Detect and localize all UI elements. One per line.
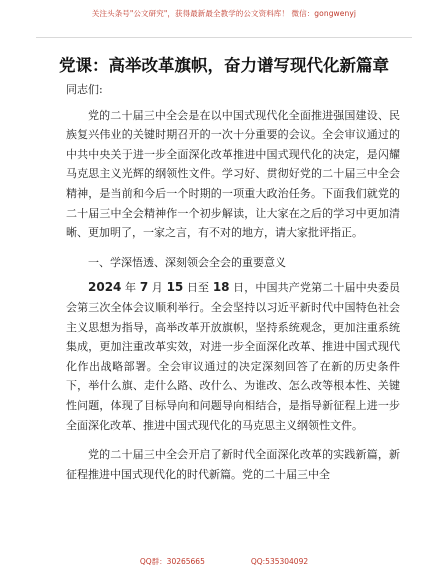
- footer-contact: [0, 556, 448, 567]
- salutation: 同志们:: [66, 83, 103, 96]
- footer-qq[interactable]: QQ:535304092: [250, 557, 309, 566]
- day-end-number: 18: [212, 280, 230, 295]
- footer-qq-group[interactable]: QQ群：30265665: [139, 557, 205, 566]
- year-number: 2024: [88, 280, 122, 295]
- document-body: [66, 80, 400, 494]
- closing-paragraph: 党的二十届三中全会开启了新时代全面深化改革的实践新篇，新征程推进中国式现代化的时代新篇。党的二十届三中全: [66, 448, 400, 481]
- section-heading: 一、学深悟透、深刻领会全会的重要意义: [88, 255, 286, 269]
- header-divider: [36, 37, 412, 38]
- intro-paragraph: 党的二十届三中全会是在以中国式现代化全面推进强国建设、民族复兴伟业的关键时期召开的一次十分重要的会议。全会审议通过的中共中央关于进一步全面深化改革推进中国式现代化的决定，是闪耀马克思主义光辉的纲领性文件。学习好、贯彻好党的二十届三中全会精神，是当前和今后一个时期的一项重大政治任务。下面我们就党的二十届三中全会精神作一个初步解读，让大家在之后的学习中更加清晰、更加明了，一家之言，有不对的地方，请大家批评指正。: [66, 108, 400, 240]
- date-paragraph: [66, 278, 400, 435]
- header-banner[interactable]: 关注头条号"公文研究"，获得最新最全教学的公文资料库！ 微信：gongwenyj: [91, 9, 357, 18]
- date-paragraph-text: 日，中国共产党第二十届中央委员会第三次全体会议顺利举行。全会坚持以习近平新时代中国特色社会主义思想为指导，高举改革开放旗帜，坚持系统观念，更加注重系统集成，更加注重改革实效，对进一步全面深化改革、推进中国式现代化作出战略部署。全会审议通过的决定深刻回答了在新的历史条件下，举什么旗、走什么路、改什么、为谁改、怎么改等根本性、关键性问题，体现了目标导向和问题导向相结合，是指导新征程上进一步全面深化改革、推进中国式现代化的马克思主义纲领性文件。: [66, 281, 401, 432]
- year-unit: 年: [121, 281, 140, 295]
- month-number: 7: [139, 280, 149, 295]
- month-unit: 月: [148, 281, 167, 295]
- document-title: 党课：高举改革旗帜，奋力谱写现代化新篇章: [59, 56, 389, 75]
- day-start-number: 15: [166, 280, 184, 295]
- day-mid-text: 日至: [183, 281, 213, 295]
